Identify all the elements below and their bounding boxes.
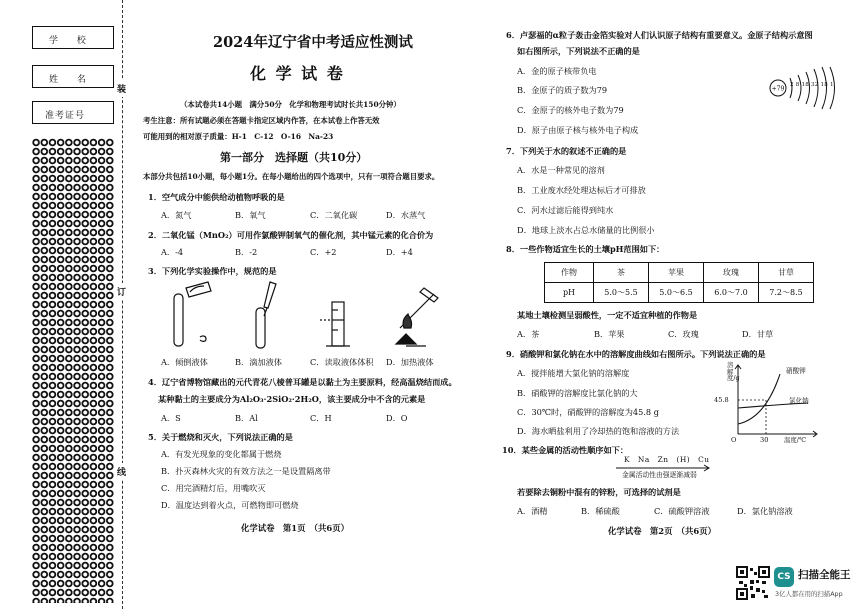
table-cell: 5.0～5.5	[594, 283, 649, 303]
q1-stem: 1．空气成分中能供给动植物呼吸的是	[148, 192, 285, 202]
q2-option: A．-4	[161, 247, 184, 257]
qr-code-icon	[736, 566, 770, 600]
q8-option: C．玫瑰	[668, 329, 699, 339]
table-cell: 5.0～6.5	[649, 283, 704, 303]
q10-option: D．氯化钠溶液	[737, 506, 793, 516]
nucleus-label: +79	[771, 85, 785, 93]
q10-stem: 10．某些金属的活动性顺序如下：	[502, 445, 629, 455]
exam-number-label: 准考证号	[45, 111, 86, 121]
electron-shell-counts: 2 8 18 32 18 1	[790, 82, 834, 88]
q2-option: B．-2	[235, 247, 258, 257]
q5-option: A．有发光现象的变化都属于燃烧	[161, 449, 282, 459]
exam-title: 2024年辽宁省中考适应性测试	[213, 34, 413, 51]
dropper-icon	[256, 282, 276, 348]
q8-tail: 某地土壤检测呈弱酸性，一定不适宜种植的作物是	[517, 310, 698, 320]
camscanner-slogan: 3亿人都在用的扫描App	[775, 590, 843, 598]
q3-option: C．读取液体体积	[310, 357, 374, 367]
q2-stem: 2．二氧化锰（MnO₂）可用作氯酸钾制氧气的催化剂，其中锰元素的化合价为	[148, 230, 434, 240]
solubility-y-mark: 45.8	[714, 396, 729, 404]
lab-apparatus-illustration	[160, 280, 460, 355]
q4-option: C．H	[310, 413, 332, 423]
part1-intro: 本部分共包括10小题，每小题1分。在每小题给出的四个选项中，只有一项符合题目要求。	[143, 172, 440, 181]
camscanner-brand: 扫描全能王	[798, 569, 851, 581]
binding-mark-zhuang: 装	[117, 80, 126, 97]
q6-option: C．金原子的核外电子数为79	[517, 105, 624, 115]
nacl-label: 氯化钠	[789, 397, 809, 405]
seal-pattern	[32, 138, 114, 603]
q10-option: A．酒精	[517, 506, 548, 516]
name-field	[32, 65, 114, 88]
q4-stem-line1: 4．辽宁省博物馆藏出的元代青花八棱普耳罐是以黏土为主要原料，经高温烧结而成。	[148, 377, 457, 387]
q8-option: A．茶	[517, 329, 540, 339]
q7-option: D．地球上淡水占总水储量的比例很小	[517, 225, 655, 235]
q7-option: B．工业废水经处理达标后才可排放	[517, 185, 646, 195]
q6-option: B．金原子的质子数为79	[517, 85, 608, 95]
q9-option: C．30℃时，硝酸钾的溶解度为45.8 g	[517, 407, 659, 417]
exam-meta: （本试卷共14小题 满分50分 化学和物理考试时长共150分钟）	[180, 100, 401, 109]
table-cell: 茶	[594, 263, 649, 283]
ph-table	[544, 262, 814, 303]
solubility-origin: O	[731, 436, 737, 444]
q7-stem: 7．下列关于水的叙述不正确的是	[506, 146, 627, 156]
q5-option: C．用完酒精灯后，用嘴吹灭	[161, 483, 266, 493]
q1-option: A．氮气	[161, 210, 192, 220]
kno3-label: 硝酸钾	[786, 367, 806, 375]
heating-liquid-icon	[396, 288, 438, 346]
camscanner-logo: CS	[774, 567, 794, 587]
q3-option: B．滴加液体	[235, 357, 282, 367]
q3-stem: 3．下列化学实验操作中，规范的是	[148, 266, 277, 276]
q6-stem-line2: 如右图所示，下列说法不正确的是	[517, 46, 640, 56]
atomic-masses: 可能用到的相对原子质量：H-1 C-12 O-16 Na-23	[143, 132, 334, 141]
q6-option: D．原子由原子核与核外电子构成	[517, 125, 639, 135]
q4-option: D．O	[386, 413, 408, 423]
q2-option: D．+4	[386, 247, 413, 257]
kno3-curve	[738, 374, 780, 424]
table-cell: 6.0～7.0	[704, 283, 759, 303]
page2-footer: 化学试卷 第2页 （共6页）	[608, 526, 716, 536]
table-row	[545, 283, 814, 303]
q9-option: B．硝酸钾的溶解度比氯化钠的大	[517, 388, 638, 398]
table-cell: 7.2～8.5	[759, 283, 814, 303]
q1-option: C．二氧化碳	[310, 210, 358, 220]
exam-notice: 考生注意：所有试题必须在答题卡指定区域内作答，在本试卷上作答无效	[143, 116, 380, 125]
q6-stem-line1: 6．卢瑟福的α粒子轰击金箔实验对人们认识原子结构有重要意义。金原子结构示意图	[506, 30, 813, 40]
solubility-xlabel: 温度/℃	[784, 436, 807, 444]
solubility-x-mark: 30	[760, 436, 769, 444]
table-cell: pH	[545, 283, 594, 303]
table-cell: 甘草	[759, 263, 814, 283]
q5-option: B．扑灭森林火灾的有效方法之一是设置隔离带	[161, 466, 331, 476]
table-cell: 苹果	[649, 263, 704, 283]
page1-footer: 化学试卷 第1页 （共6页）	[241, 523, 349, 533]
q4-option: B．Al	[235, 413, 258, 423]
q1-option: D．水蒸气	[386, 210, 426, 220]
activity-caption: 金属活动性由强逐渐减弱	[622, 471, 697, 479]
solubility-ylabel: 溶解度/g	[727, 361, 740, 383]
exam-subject: 化 学 试 卷	[250, 64, 345, 83]
q10-option: C．硫酸钾溶液	[654, 506, 710, 516]
q5-stem: 5．关于燃烧和灭火，下列说法正确的是	[148, 432, 293, 442]
q3-option: D．加热液体	[386, 357, 434, 367]
q6-option: A．金的原子核带负电	[517, 66, 597, 76]
binding-mark-xian: 线	[117, 463, 126, 480]
pouring-liquid-icon	[174, 282, 211, 346]
q9-stem: 9．硝酸钾和氯化钠在水中的溶解度曲线如右图所示。下列说法正确的是	[506, 349, 766, 359]
q2-option: C．+2	[310, 247, 337, 257]
graduated-cylinder-icon	[320, 302, 350, 346]
table-cell: 作物	[545, 263, 594, 283]
activity-series: K Na Zn (H) Cu	[624, 455, 710, 464]
school-field	[32, 26, 114, 49]
q10-option: B．稀硫酸	[581, 506, 620, 516]
q1-option: B．氧气	[235, 210, 266, 220]
q3-option: A．倾倒液体	[161, 357, 208, 367]
q8-stem: 8．一些作物适宜生长的土壤pH范围如下：	[506, 244, 665, 254]
binding-strip	[10, 5, 108, 605]
q8-option: B．苹果	[594, 329, 625, 339]
q8-option: D．甘草	[742, 329, 774, 339]
q7-option: C．河水过滤后能得到纯水	[517, 205, 614, 215]
exam-number-field	[32, 101, 114, 124]
table-row	[545, 263, 814, 283]
q10-tail: 若要除去铜粉中混有的锌粉，可选择的试剂是	[517, 487, 681, 497]
school-label: 学 校	[49, 36, 94, 46]
q9-option: A．搅拌能增大氯化钠的溶解度	[517, 368, 630, 378]
q9-option: D．海水晒盐利用了冷却热的饱和溶液的方法	[517, 426, 680, 436]
name-label: 姓 名	[49, 75, 94, 85]
part1-heading: 第一部分 选择题（共10分）	[220, 151, 368, 164]
table-cell: 玫瑰	[704, 263, 759, 283]
q4-stem-line2: 某种黏土的主要成分为Al₂O₃·2SiO₂·2H₂O，该主要成分中不含的元素是	[158, 394, 426, 404]
q4-option: A．S	[161, 413, 181, 423]
binding-mark-ding: 订	[117, 283, 126, 300]
q5-option: D．温度达到着火点，可燃物即可燃烧	[161, 500, 299, 510]
q7-option: A．水是一种常见的溶剂	[517, 165, 605, 175]
